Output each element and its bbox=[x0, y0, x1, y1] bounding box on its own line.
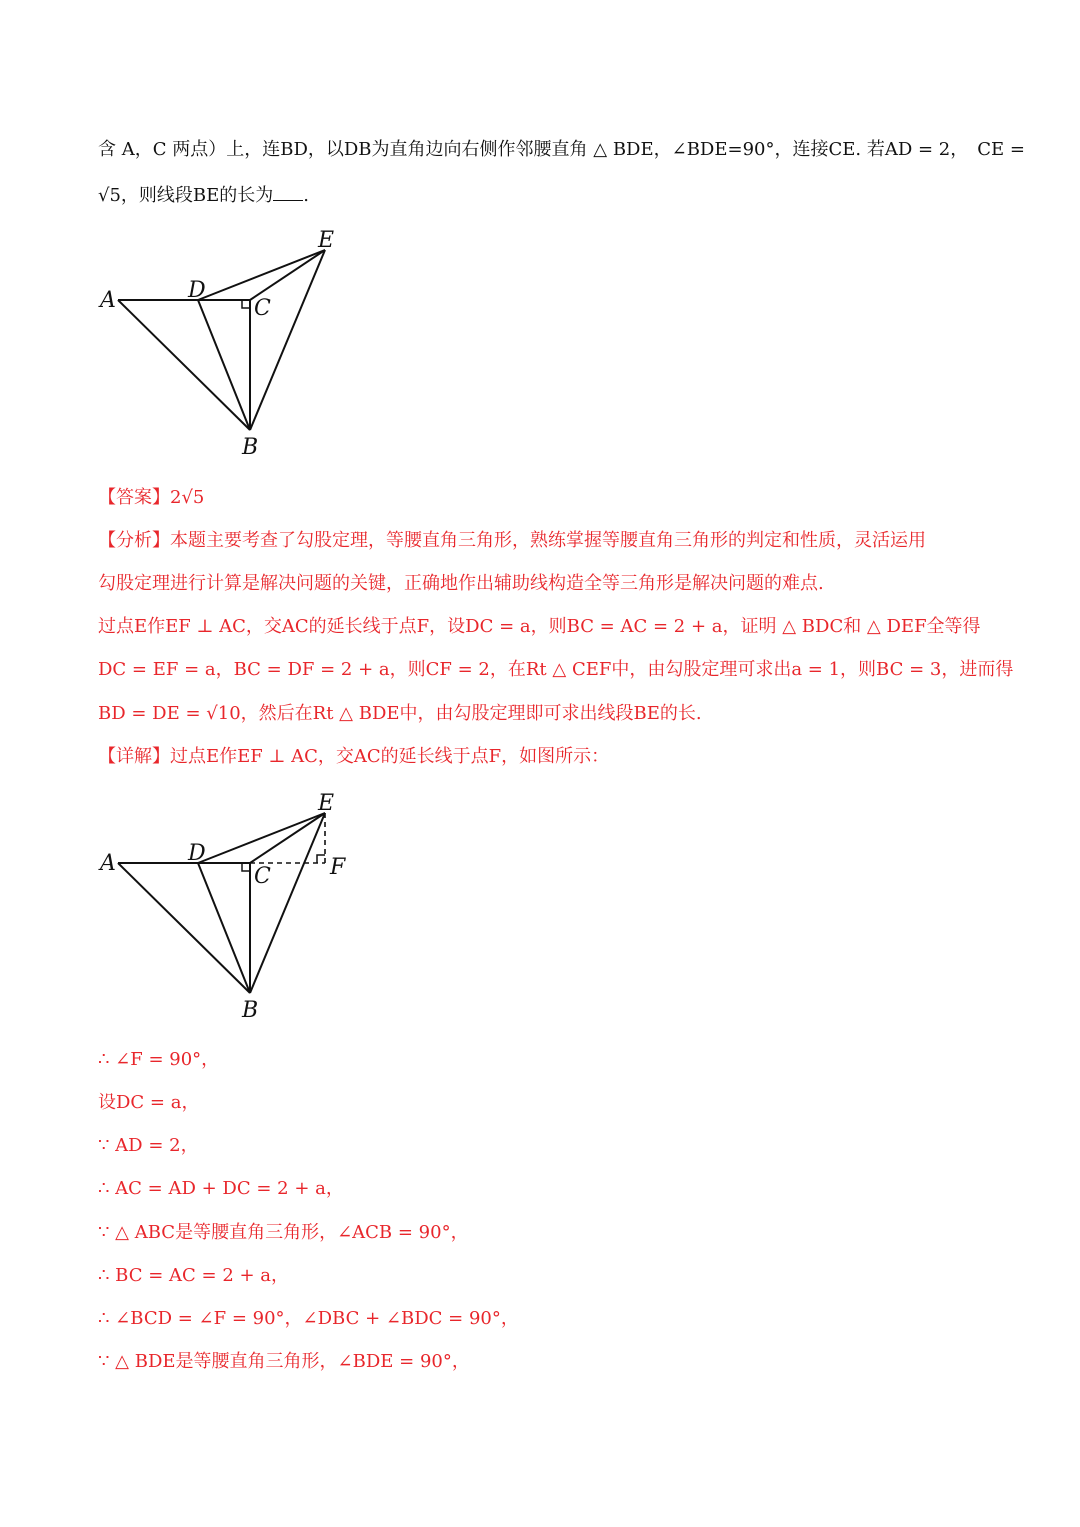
analysis-line-1 bbox=[98, 528, 926, 554]
step-line-5: ∵ △ ABC是等腰直角三角形，∠ACB = 90°， bbox=[98, 1222, 469, 1243]
segment-bd bbox=[198, 300, 250, 430]
question-line-2-end: . bbox=[303, 185, 310, 206]
answer-value: 2√5 bbox=[170, 487, 205, 508]
step-line-6: ∴ BC = AC = 2 + a， bbox=[98, 1265, 290, 1286]
detail-tag: 【详解】 bbox=[98, 746, 170, 767]
step-line-2: 设DC = a， bbox=[98, 1092, 200, 1113]
step-line-7: ∴ ∠BCD = ∠F = 90°，∠DBC + ∠BDC = 90°， bbox=[98, 1308, 519, 1329]
answer-line bbox=[98, 485, 204, 511]
figure-2-diagram bbox=[90, 788, 390, 1028]
segment-be bbox=[250, 250, 325, 430]
analysis-tag: 【分析】 bbox=[98, 530, 170, 551]
step-line-3: ∵ AD = 2， bbox=[98, 1135, 199, 1156]
label-a-2: A bbox=[100, 851, 116, 876]
answer-tag: 【答案】 bbox=[98, 487, 170, 508]
segment-ab-2 bbox=[118, 863, 250, 993]
label-f: F bbox=[330, 855, 346, 880]
segment-be-2 bbox=[250, 813, 325, 993]
label-d: D bbox=[188, 278, 206, 303]
analysis-text-1: 本题主要考查了勾股定理，等腰直角三角形，熟练掌握等腰直角三角形的判定和性质，灵活运用 bbox=[170, 530, 926, 551]
label-c-2: C bbox=[254, 864, 271, 889]
step-line-1: ∴ ∠F = 90°， bbox=[98, 1049, 220, 1070]
detail-line bbox=[98, 744, 609, 770]
right-angle-marker-c bbox=[242, 300, 250, 308]
label-c: C bbox=[254, 296, 271, 321]
question-line-1: 含 A，C 两点）上，连BD，以DB为直角边向右侧作邻腰直角 △ BDE，∠BDE=90°，连接CE. 若AD = 2， CE = bbox=[98, 139, 1025, 160]
right-angle-marker-c-2 bbox=[242, 863, 250, 871]
answer-blank bbox=[273, 182, 303, 201]
step-line-4: ∴ AC = AD + DC = 2 + a， bbox=[98, 1178, 344, 1199]
right-angle-marker-f bbox=[317, 855, 325, 863]
detail-intro: 过点E作EF ⊥ AC，交AC的延长线于点F，如图所示： bbox=[170, 746, 610, 767]
segment-ab bbox=[118, 300, 250, 430]
segment-bd-2 bbox=[198, 863, 250, 993]
label-a: A bbox=[100, 288, 116, 313]
label-b-2: B bbox=[242, 998, 259, 1023]
question-line-2 bbox=[98, 182, 309, 209]
analysis-line-4: DC = EF = a，BC = DF = 2 + a，则CF = 2，在Rt △ CEF中，由勾股定理可求出a = 1，则BC = 3，进而得 bbox=[98, 659, 1014, 680]
analysis-line-5: BD = DE = √10，然后在Rt △ BDE中，由勾股定理即可求出线段BE的长. bbox=[98, 703, 702, 724]
analysis-line-2: 勾股定理进行计算是解决问题的关键，正确地作出辅助线构造全等三角形是解决问题的难点. bbox=[98, 573, 824, 594]
step-line-8: ∵ △ BDE是等腰直角三角形，∠BDE = 90°， bbox=[98, 1351, 470, 1372]
label-b: B bbox=[242, 435, 259, 460]
label-e: E bbox=[318, 228, 335, 253]
question-line-2-text: √5，则线段BE的长为 bbox=[98, 185, 274, 206]
analysis-line-3: 过点E作EF ⊥ AC，交AC的延长线于点F，设DC = a，则BC = AC = 2 + a，证明 △ BDC和 △ DEF全等得 bbox=[98, 616, 981, 637]
figure-1-diagram bbox=[90, 225, 370, 465]
label-d-2: D bbox=[188, 841, 206, 866]
label-e-2: E bbox=[318, 791, 335, 816]
